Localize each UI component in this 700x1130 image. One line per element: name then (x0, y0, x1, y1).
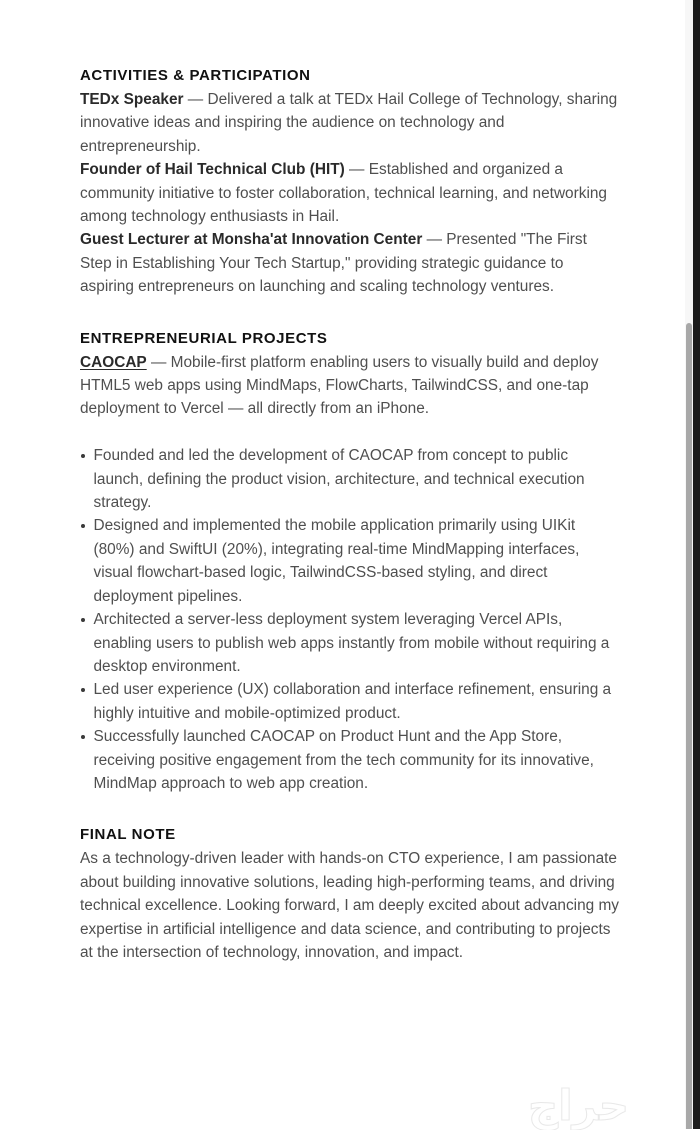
list-item: Architected a server-less deployment system leveraging Vercel APIs, enabling users to publish web apps instantly from mobile without requiring a desktop environment. (80, 608, 620, 678)
activity-separator: — (183, 91, 208, 108)
activity-separator: — (344, 161, 369, 179)
scrollbar-thumb[interactable] (686, 323, 692, 1129)
project-separator: — (146, 353, 171, 371)
final-note-heading: FINAL NOTE (80, 826, 176, 844)
projects-heading: ENTREPRENEURIAL PROJECTS (80, 329, 328, 347)
haraj-watermark: حراج (528, 1081, 630, 1130)
activity-text: Delivered a talk at TEDx Hail College of Technology, sharing innovative ideas and inspiring the audience on technology and entrepreneurship. (80, 91, 618, 155)
activity-text: Presented "The First Step in Establishing Your Tech Startup," providing strategic guidance to aspiring entrepreneurs on launching and scaling technology ventures. (80, 231, 587, 296)
list-item: Designed and implemented the mobile application primarily using UIKit (80%) and SwiftUI (20%), integrating real-time MindMapping interfaces, visual flowchart-based logic, TailwindCSS-based styling, and direct deployment pipelines. (80, 514, 620, 608)
caocap-link[interactable]: CAOCAP (80, 353, 147, 371)
list-item: Founded and led the development of CAOCAP from concept to public launch, defining the product vision, architecture, and technical execution strategy. (80, 444, 620, 514)
list-item: Successfully launched CAOCAP on Product Hunt and the App Store, receiving positive engagement from the tech community for its innovative, MindMap approach to web app creation. (80, 725, 620, 795)
activity-entry-monshaat (80, 228, 620, 298)
project-summary-text: Mobile-first platform enabling users to visually build and deploy HTML5 web apps using MindMaps, FlowCharts, TailwindCSS, and one-tap deployment to Vercel — all directly from an iPhone. (80, 353, 599, 418)
activities-section (80, 64, 620, 299)
activity-entry-tedx (80, 88, 620, 158)
activity-separator: — (422, 231, 447, 249)
activity-title: Founder of Hail Technical Club (HIT) (80, 161, 345, 179)
projects-section (80, 327, 620, 796)
activity-entry-hit (80, 158, 620, 228)
spacer (80, 421, 620, 444)
final-note-section (80, 823, 620, 964)
project-bullet-list (80, 444, 620, 795)
activities-heading: ACTIVITIES & PARTICIPATION (80, 67, 311, 84)
final-note-text: As a technology-driven leader with hands-on CTO experience, I am passionate about building innovative solutions, leading high-performing teams, and driving technical excellence. Looking forward, I am deeply excited about advancing my expertise in artificial intelligence and data science, and contributing to projects at the intersection of technology, innovation, and impact. (80, 850, 619, 961)
window-edge (693, 0, 700, 1129)
activity-text: Established and organized a community initiative to foster collaboration, technical learning, and networking among technology enthusiasts in Hail. (80, 161, 607, 226)
list-item: Led user experience (UX) collaboration and interface refinement, ensuring a highly intuitive and mobile-optimized product. (80, 678, 620, 725)
activity-title: Guest Lecturer at Monsha'at Innovation Center (80, 231, 423, 249)
document-content (80, 64, 620, 964)
activity-title: TEDx Speaker (80, 91, 184, 108)
project-summary (80, 351, 620, 421)
